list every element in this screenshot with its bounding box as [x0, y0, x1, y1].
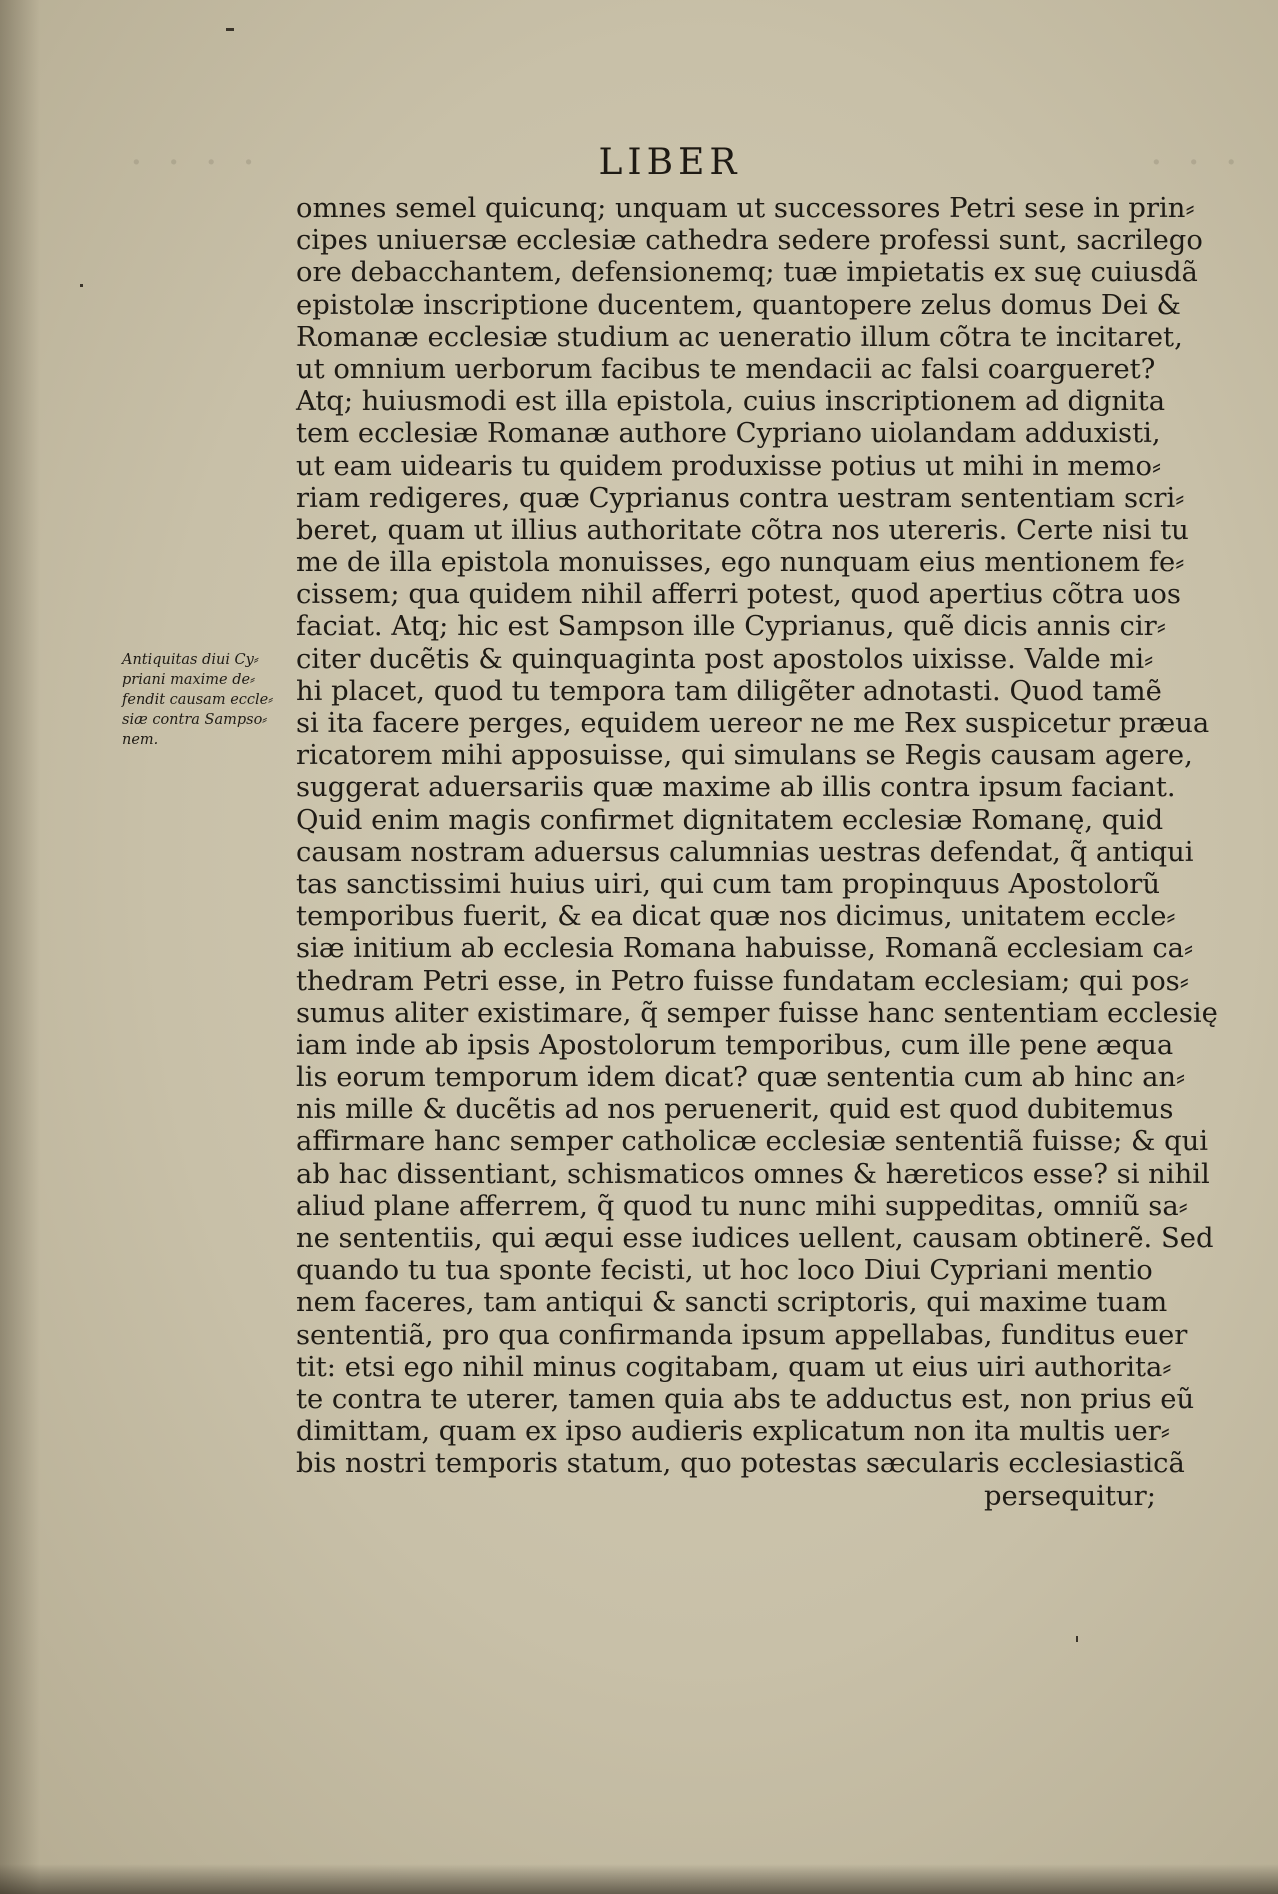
- page-bottom-shadow: [0, 1864, 1278, 1894]
- ink-speck: [80, 284, 83, 287]
- text-line: tit: etsi ego nihil minus cogitabam, quam ut eius uiri authorita⸗: [296, 1351, 1172, 1383]
- marginal-note-line: fendit causam eccle⸗: [122, 692, 274, 708]
- text-line: Romanæ ecclesiæ studium ac ueneratio illum cõtra te incitaret,: [296, 321, 1183, 353]
- ink-speck: [1076, 1636, 1078, 1642]
- text-line: bis nostri temporis statum, quo potestas sæcularis ecclesiasticã: [296, 1448, 1185, 1480]
- text-line: epistolæ inscriptione ducentem, quantopere zelus domus Dei &: [296, 289, 1181, 321]
- page-header: LIBER: [598, 142, 742, 183]
- marginal-note-line: priani maxime de⸗: [122, 672, 255, 688]
- text-line: lis eorum temporum idem dicat? quæ sententia cum ab hinc an⸗: [296, 1062, 1186, 1094]
- text-line: temporibus fuerit, & ea dicat quæ nos dicimus, unitatem eccle⸗: [296, 901, 1176, 933]
- bleed-through-text: · · · ·: [130, 140, 262, 186]
- text-line: dimittam, quam ex ipso audieris explicatum non ita multis uer⸗: [296, 1416, 1170, 1448]
- text-line: cissem; qua quidem nihil afferri potest, quod apertius cõtra uos: [296, 579, 1181, 611]
- marginal-note: [122, 650, 282, 750]
- marginal-note-line: nem.: [122, 732, 159, 748]
- gutter-shadow: [0, 0, 40, 1894]
- text-line: ore debacchantem, defensionemq; tuæ impietatis ex suę cuiusdã: [296, 257, 1198, 289]
- text-line: Atq; huiusmodi est illa epistola, cuius inscriptionem ad dignita: [296, 386, 1166, 418]
- text-line: nem faceres, tam antiqui & sancti scriptoris, qui maxime tuam: [296, 1287, 1168, 1319]
- text-line: hi placet, quod tu tempora tam diligẽter adnotasti. Quod tamẽ: [296, 675, 1162, 707]
- catchword: persequitur;: [983, 1480, 1156, 1512]
- text-line: tem ecclesiæ Romanæ authore Cypriano uiolandam adduxisti,: [296, 418, 1161, 450]
- main-text-block: [296, 193, 1218, 1513]
- text-line: ne sententiis, qui æqui esse iudices uellent, causam obtinerẽ. Sed: [296, 1223, 1214, 1254]
- text-line: affirmare hanc semper catholicæ ecclesiæ sententiã fuisse; & qui: [296, 1126, 1209, 1158]
- text-line: ut eam uidearis tu quidem produxisse potius ut mihi in memo⸗: [296, 450, 1162, 482]
- text-line: ab hac dissentiant, schismaticos omnes & hæreticos esse? si nihil: [296, 1158, 1210, 1190]
- bleed-through-text-right: · · ·: [1150, 140, 1244, 186]
- text-line: quando tu tua sponte fecisti, ut hoc loco Diui Cypriani mentio: [296, 1255, 1153, 1287]
- text-line: beret, quam ut illius authoritate cõtra nos utereris. Certe nisi tu: [296, 514, 1189, 546]
- text-line: te contra te uterer, tamen quia abs te adductus est, non prius eũ: [296, 1383, 1195, 1415]
- text-line: Quid enim magis confirmet dignitatem ecclesiæ Romanę, quid: [296, 804, 1164, 836]
- text-line: siæ initium ab ecclesia Romana habuisse, Romanã ecclesiam ca⸗: [296, 933, 1194, 965]
- marginal-note-line: siæ contra Sampso⸗: [122, 712, 268, 728]
- text-line: ut omnium uerborum facibus te mendacii ac falsi coargueret?: [296, 353, 1156, 385]
- text-line: sententiã, pro qua confirmanda ipsum appellabas, funditus euer: [296, 1319, 1188, 1351]
- text-line: thedram Petri esse, in Petro fuisse fundatam ecclesiam; qui pos⸗: [296, 965, 1189, 997]
- text-line: citer ducẽtis & quinquaginta post apostolos uixisse. Valde mi⸗: [296, 643, 1154, 675]
- text-line: aliud plane afferrem, q̃ quod tu nunc mihi suppeditas, omniũ sa⸗: [296, 1190, 1188, 1222]
- text-line: me de illa epistola monuisses, ego nunquam eius mentionem fe⸗: [296, 547, 1185, 579]
- text-line: si ita facere perges, equidem uereor ne me Rex suspicetur præua: [296, 708, 1210, 739]
- text-line: cipes uniuersæ ecclesiæ cathedra sedere professi sunt, sacrilego: [296, 225, 1203, 257]
- text-line: tas sanctissimi huius uiri, qui cum tam propinquus Apostolorũ: [296, 868, 1160, 900]
- text-line: sumus aliter existimare, q̃ semper fuisse hanc sententiam ecclesię: [296, 997, 1218, 1029]
- text-line: faciat. Atq; hic est Sampson ille Cyprianus, quẽ dicis annis cir⸗: [296, 611, 1166, 643]
- text-line: omnes semel quicunq; unquam ut successores Petri sese in prin⸗: [296, 193, 1195, 224]
- text-line: iam inde ab ipsis Apostolorum temporibus, cum ille pene æqua: [296, 1029, 1174, 1061]
- text-line: riam redigeres, quæ Cyprianus contra uestram sententiam scri⸗: [296, 482, 1185, 514]
- marginal-note-line: Antiquitas diui Cy⸗: [122, 652, 259, 668]
- ink-speck: [226, 28, 234, 31]
- text-line: suggerat aduersariis quæ maxime ab illis contra ipsum faciant.: [296, 772, 1176, 804]
- text-line: ricatorem mihi apposuisse, qui simulans se Regis causam agere,: [296, 740, 1193, 772]
- text-line: nis mille & ducẽtis ad nos peruenerit, quid est quod dubitemus: [296, 1094, 1174, 1126]
- text-line: causam nostram aduersus calumnias uestras defendat, q̃ antiqui: [296, 836, 1194, 868]
